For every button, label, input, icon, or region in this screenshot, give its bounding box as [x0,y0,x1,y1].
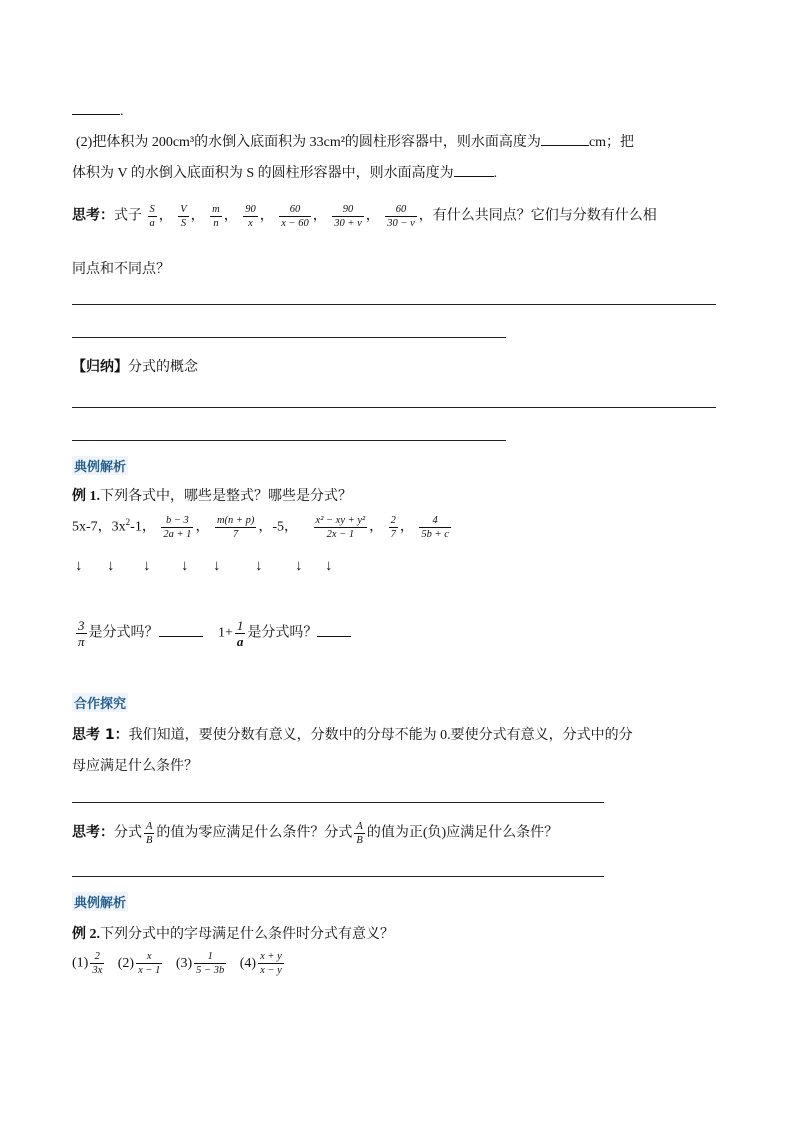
think-1-line-1: 思考：式子 $\frac{S}{a}$ ， $\frac{V}{S}$ ， $\frac{m}{n}$ ， $\frac{90}{x}$ ， $\frac{60}{x - 60}$ ， $\frac{90}{30 + v}$ ， $\frac{60}{30 - v}$ ，有什么共同点？它们与分数有什么相 [72,204,657,229]
answer-line [72,440,506,441]
section-heading-example: 典例解析 [72,456,128,475]
problem-2-line-1 [76,131,634,151]
down-arrow-icon: ↓ [325,558,333,574]
summary-label: 【归纳】 [72,359,128,375]
down-arrow-icon: ↓ [255,558,263,574]
example-1-expressions: 5x-7，$3x^2-1$， $\frac{b - 3}{2a + 1}$ ， $\frac{m(n + p)}{7}$ ，-5， $\frac{\text{x² − xy + y²}}{2x - 1}$ ， $\frac{2}{7}$ ， $\frac{4}{5b + c}$ [72,515,449,540]
answer-line [72,337,506,338]
fraction: $\frac{90}{30 + v}$ [334,204,362,229]
think-2-line-1: 思考 1：我们知道，要使分数有意义，分数中的分母不能为 0.要使分式有意义，分式中的分 [72,727,633,743]
down-arrow-icon: ↓ [181,558,189,574]
think-3: 思考：分式 $\frac{A}{B}$ 的值为零应满足什么条件？分式 $\frac{A}{B}$ 的值为正(负)应满足什么条件？ [72,821,559,846]
problem-2-text-c: 体积为 V 的水倒入底面积为 S 的圆柱形容器中，则水面高度为 [72,166,454,181]
think-1-line-2: 同点和不同点？ [72,262,170,277]
down-arrow-icon: ↓ [107,558,115,574]
fraction: $\frac{60}{x - 60}$ [281,204,309,229]
fraction: $\frac{1}{a}$ [236,618,244,649]
fraction: $\frac{m(n + p)}{7}$ [216,515,255,540]
fraction: $\frac{90}{x}$ [245,204,256,229]
answer-blank [72,100,120,115]
section-heading-example: 典例解析 [72,892,128,911]
think-prefix: 式子 [114,208,142,224]
answer-blank [541,131,589,146]
example-2-items: (1) $\frac{2}{3x}$ (2) $\frac{x}{x - 1}$ (3) $\frac{1}{5 - 3b}$ (4) $\frac{x + y}{x - y}$ [72,951,282,976]
answer-line [72,876,604,877]
example-label: 例 2. [72,927,100,942]
fraction: $\frac{A}{B}$ [146,821,153,846]
down-arrow-icon: ↓ [75,558,83,574]
example-question: 下列各式中，哪些是整式？哪些是分式？ [100,489,352,504]
down-arrow-icon: ↓ [295,558,303,574]
fraction: $\frac{b - 3}{2a + 1}$ [163,515,192,540]
example-2-question: 例 2.下列分式中的字母满足什么条件时分式有意义？ [72,927,394,942]
answer-line [72,407,716,408]
answer-blank-line-1 [72,100,124,120]
fraction: $\frac{S}{a}$ [149,204,155,229]
problem-2-text-b: cm；把 [588,135,635,150]
summary-text: 分式的概念 [128,360,198,375]
problem-2-line-2 [72,162,497,182]
fraction: $\frac{2}{3x}$ [92,951,103,976]
fraction: $\frac{1}{5 - 3b}$ [196,951,225,976]
fraction: $\frac{2}{7}$ [390,515,396,540]
fraction: $\frac{\text{x² − xy + y²}}{2x - 1}$ [315,515,366,540]
example-label: 例 1. [72,489,100,504]
period: . [120,104,124,119]
answer-blank [159,622,203,637]
fraction: $\frac{V}{S}$ [180,204,187,229]
problem-2-text-d: . [493,166,498,181]
think-label: 思考 1： [72,727,129,743]
down-arrow-icon: ↓ [213,558,221,574]
fraction: $\frac{60}{30 - v}$ [387,204,415,229]
think-2-line-2: 母应满足什么条件？ [72,759,198,774]
fraction: $\frac{3}{\pi}$ [78,618,85,649]
fraction: $\frac{A}{B}$ [356,821,363,846]
answer-line [72,304,716,305]
example-1-followup: $\frac{3}{\pi}$ 是分式吗？ 1+ $\frac{1}{a}$ 是分式吗？ [74,618,351,649]
think-label: 思考： [72,207,114,224]
think-suffix: ，有什么共同点？它们与分数有什么相 [418,208,657,224]
example-1-question [72,485,352,505]
fraction: $\frac{x + y}{x - y}$ [260,951,282,976]
fraction: $\frac{4}{5b + c}$ [421,515,449,540]
think-label: 思考： [72,824,114,841]
answer-blank [454,162,494,177]
fraction: $\frac{m}{n}$ [212,204,220,229]
answer-blank [317,622,351,637]
answer-line [72,802,604,803]
fraction: $\frac{x}{x - 1}$ [138,951,161,976]
down-arrow-icon: ↓ [143,558,151,574]
section-heading-cooperation: 合作探究 [72,693,128,712]
summary [72,356,198,376]
problem-2-text-a: (2)把体积为 200cm³的水倒入底面积为 33cm²的圆柱形容器中，则水面高度为 [76,135,541,150]
